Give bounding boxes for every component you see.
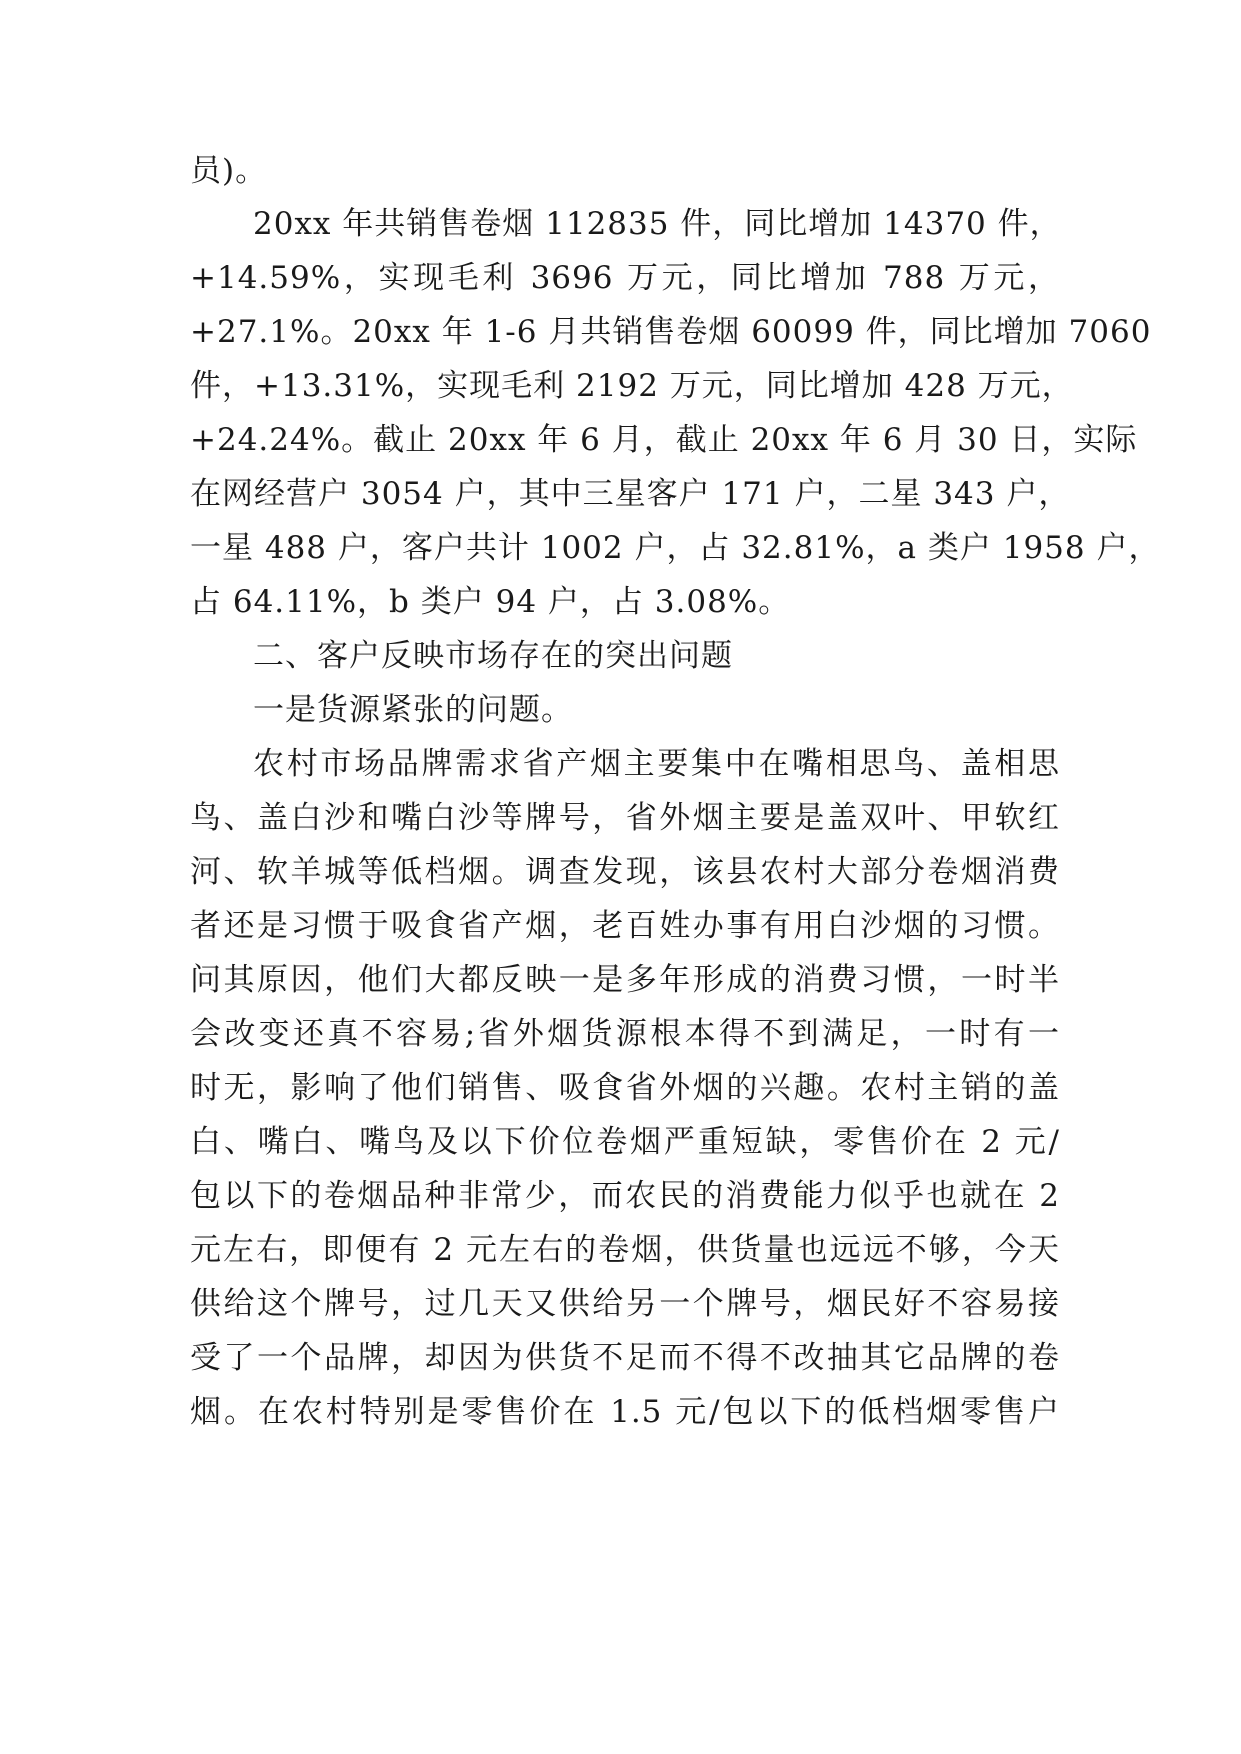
text-line: +24.24%。截止 20xx 年 6 月，截止 20xx 年 6 月 30 日，实际	[190, 422, 1138, 458]
text-line: 包以下的卷烟品种非常少，而农民的消费能力似乎也就在 2	[190, 1178, 1060, 1214]
text-line: 鸟、盖白沙和嘴白沙等牌号，省外烟主要是盖双叶、甲软红	[190, 800, 1060, 836]
text-line: 会改变还真不容易;省外烟货源根本得不到满足，一时有一	[190, 1016, 1060, 1052]
text-line: 河、软羊城等低档烟。调查发现，该县农村大部分卷烟消费	[190, 854, 1060, 890]
text-line: +27.1%。20xx 年 1-6 月共销售卷烟 60099 件，同比增加 7060	[190, 314, 1152, 350]
text-line: 白、嘴白、嘴鸟及以下价位卷烟严重短缺，零售价在 2 元/	[190, 1124, 1060, 1160]
text-line: 一星 488 户，客户共计 1002 户，占 32.81%，a 类户 1958 户，	[190, 530, 1161, 566]
section-heading: 二、客户反映市场存在的突出问题	[253, 638, 733, 674]
text-line: 件，+13.31%，实现毛利 2192 万元，同比增加 428 万元，	[190, 368, 1074, 404]
text-line: 占 64.11%，b 类户 94 户，占 3.08%。	[190, 584, 791, 620]
text-line: 烟。在农村特别是零售价在 1.5 元/包以下的低档烟零售户	[190, 1394, 1060, 1430]
subsection-heading: 一是货源紧张的问题。	[253, 692, 573, 728]
text-line: 问其原因，他们大都反映一是多年形成的消费习惯，一时半	[190, 962, 1060, 998]
text-line: 20xx 年共销售卷烟 112835 件，同比增加 14370 件，	[253, 206, 1062, 242]
text-line: 员)。	[190, 153, 268, 189]
text-line: 供给这个牌号，过几天又供给另一个牌号，烟民好不容易接	[190, 1286, 1060, 1322]
text-line: 者还是习惯于吸食省产烟，老百姓办事有用白沙烟的习惯。	[190, 908, 1060, 944]
text-line: 在网经营户 3054 户，其中三星客户 171 户，二星 343 户，	[190, 476, 1071, 512]
text-line: 农村市场品牌需求省产烟主要集中在嘴相思鸟、盖相思	[253, 746, 1060, 782]
text-line: 时无，影响了他们销售、吸食省外烟的兴趣。农村主销的盖	[190, 1070, 1060, 1106]
text-line: 元左右，即便有 2 元左右的卷烟，供货量也远远不够，今天	[190, 1232, 1060, 1268]
text-line: +14.59%，实现毛利 3696 万元，同比增加 788 万元，	[190, 260, 1060, 296]
text-line: 受了一个品牌，却因为供货不足而不得不改抽其它品牌的卷	[190, 1340, 1060, 1376]
